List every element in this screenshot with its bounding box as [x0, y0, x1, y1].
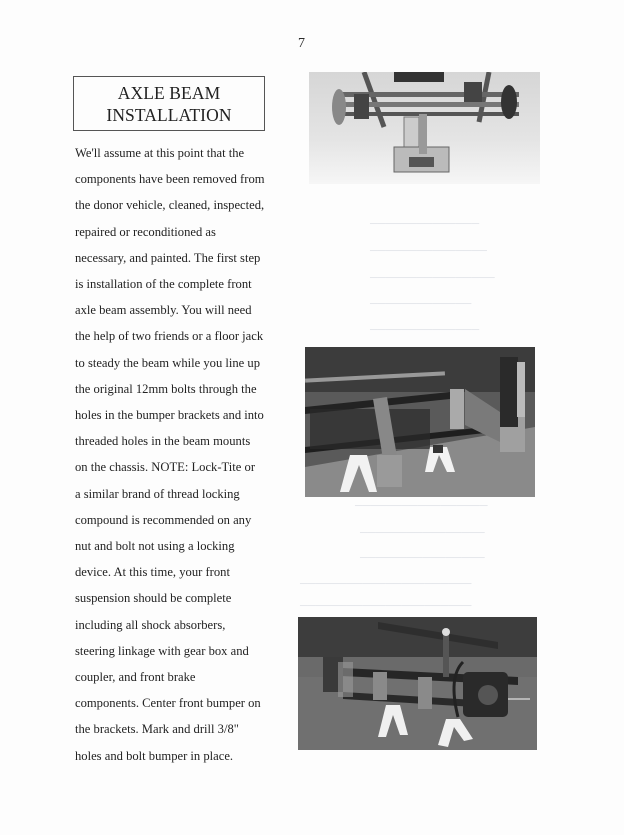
bleed-through-ghost-text: ──────────────── [370, 272, 495, 284]
body-line: the help of two friends or a floor jack [75, 329, 264, 344]
body-line: repaired or reconditioned as [75, 224, 216, 239]
body-line: a similar brand of thread locking [75, 486, 240, 501]
page-number-text: 7 [298, 36, 305, 51]
section-title-line-1: AXLE BEAM [117, 83, 221, 103]
bleed-through-ghost-text: ────────────────────── [300, 600, 472, 612]
body-line: device. At this time, your front [75, 565, 230, 580]
body-line: the brackets. Mark and drill 3/8" [75, 722, 239, 737]
bleed-through-ghost-text: ───────────────── [355, 500, 488, 512]
body-line: necessary, and painted. The first step [75, 250, 261, 265]
photo-axle-on-floor-jack [309, 72, 540, 184]
body-line: steering linkage with gear box and [75, 643, 249, 658]
body-line: including all shock absorbers, [75, 617, 226, 632]
body-line: We'll assume at this point that the [75, 146, 245, 160]
bleed-through-ghost-text: ────────────── [370, 324, 480, 336]
body-line: nut and bolt not using a locking [75, 539, 235, 554]
bleed-through-ghost-text: ────────────── [370, 218, 480, 230]
photo-axle-on-jack-stands-side [305, 347, 535, 497]
bleed-through-ghost-text: ──────────────── [360, 527, 485, 539]
body-line: components. Center front bumper on [75, 696, 261, 711]
body-line: suspension should be complete [75, 591, 232, 606]
body-line: holes in the bumper brackets and into [75, 408, 264, 423]
body-line: axle beam assembly. You will need [75, 303, 252, 318]
bleed-through-ghost-text: ─────────────── [370, 245, 487, 257]
section-title-box [73, 76, 265, 131]
body-line: the donor vehicle, cleaned, inspected, [75, 198, 265, 213]
body-line: threaded holes in the beam mounts [75, 434, 251, 449]
photo-axle-on-jack-stands-front [298, 617, 537, 750]
body-line: is installation of the complete front [75, 277, 252, 292]
bleed-through-ghost-text: ───────────── [370, 298, 472, 310]
body-line: components have been removed from [75, 172, 265, 187]
body-line: on the chassis. NOTE: Lock-Tite or [75, 460, 256, 475]
body-paragraph [75, 140, 290, 769]
body-line: compound is recommended on any [75, 512, 252, 527]
section-title-line-2: INSTALLATION [106, 105, 232, 125]
body-line: coupler, and front brake [75, 670, 196, 685]
body-line: holes and bolt bumper in place. [75, 748, 234, 763]
body-line: the original 12mm bolts through the [75, 381, 257, 396]
body-line: to steady the beam while you line up [75, 355, 261, 370]
bleed-through-ghost-text: ──────────────── [360, 552, 485, 564]
bleed-through-ghost-text: ────────────────────── [300, 578, 472, 590]
